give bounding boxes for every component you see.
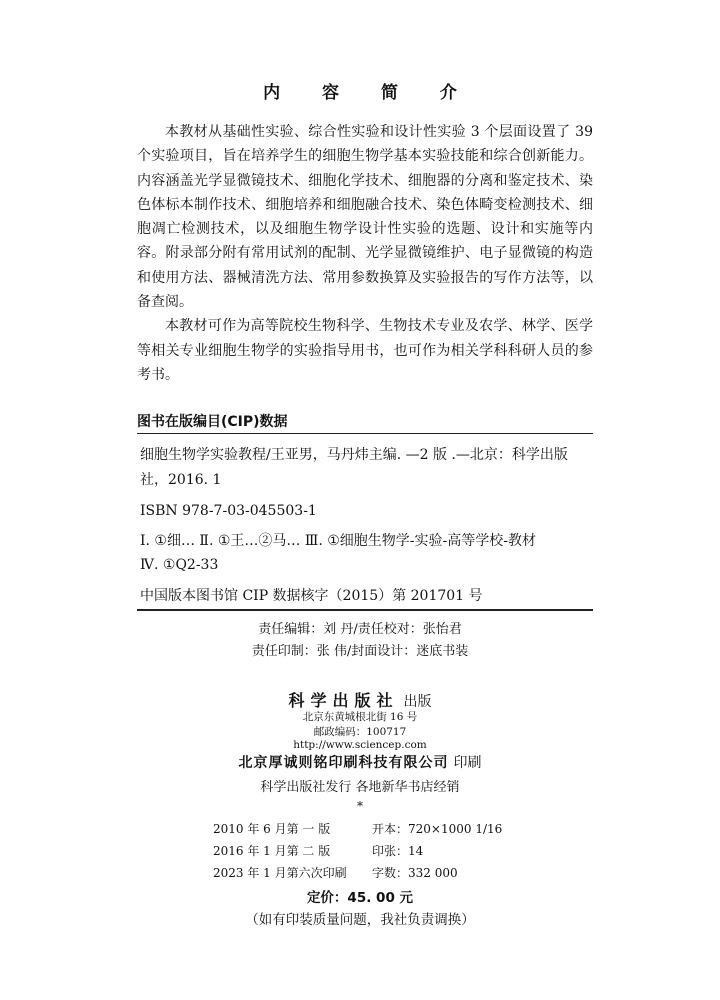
publisher-line bbox=[0, 688, 720, 711]
words-spec: 字数：332 000 bbox=[372, 866, 458, 880]
intro-line: 本教材从基础性实验、综合性实验和设计性实验 3 个层面设置了 39 bbox=[165, 124, 593, 140]
edition-3: 2023 年 1 月第六次印刷 bbox=[213, 866, 347, 880]
printer-name: 北京厚诚则铭印刷科技有限公司 bbox=[238, 755, 449, 771]
sheets-spec: 印张：14 bbox=[372, 844, 424, 858]
cip-class-1: Ⅰ. ①细… Ⅱ. ①王…②马… Ⅲ. ①细胞生物学-实验-高等学校-教材 bbox=[140, 533, 536, 549]
publisher-suffix: 出版 bbox=[403, 694, 432, 710]
format-spec: 开本：720×1000 1/16 bbox=[372, 822, 503, 836]
intro-section bbox=[137, 120, 593, 387]
intro-line: 胞凋亡检测技术，以及细胞生物学设计性实验的选题、设计和实施等内 bbox=[137, 221, 593, 238]
printer-suffix: 印刷 bbox=[453, 755, 482, 771]
intro-line: 备查阅。 bbox=[137, 294, 193, 311]
intro-line: 容。附录部分附有常用试剂的配制、光学显微镜维护、电子显微镜的构造 bbox=[137, 245, 593, 262]
intro-line: 个实验项目，旨在培养学生的细胞生物学基本实验技能和综合创新能力。 bbox=[137, 148, 593, 165]
publisher-url: http://www.sciencep.com bbox=[293, 739, 427, 751]
intro-line: 考书。 bbox=[137, 366, 179, 383]
price: 定价：45. 00 元 bbox=[306, 890, 414, 906]
publisher-postcode: 邮政编码：100717 bbox=[313, 726, 407, 738]
intro-line: 色体标本制作技术、细胞培养和细胞融合技术、染色体畸变检测技术、细 bbox=[137, 196, 593, 213]
credits-line-2: 责任印制：张 伟/封面设计：迷底书装 bbox=[251, 644, 469, 659]
intro-line: 和使用方法、器械清洗方法、常用参数换算及实验报告的写作方法等，以 bbox=[137, 269, 593, 286]
quality-note: （如有印装质量问题，我社负责调换） bbox=[245, 912, 475, 928]
edition-1: 2010 年 6 月第 一 版 bbox=[213, 822, 331, 836]
intro-line: 等相关专业细胞生物学的实验指导用书，也可作为相关学科科研人员的参 bbox=[137, 342, 593, 359]
separator-star: * bbox=[357, 799, 363, 813]
cip-bottom-rule bbox=[137, 609, 593, 611]
printer-line bbox=[0, 752, 720, 772]
cip-line-2: 社，2016. 1 bbox=[140, 472, 222, 488]
edition-2: 2016 年 1 月第 二 版 bbox=[213, 844, 331, 858]
intro-paragraph-2 bbox=[137, 314, 593, 387]
intro-paragraph-1 bbox=[137, 120, 593, 314]
page-title: 内 容 简 介 bbox=[263, 83, 475, 103]
distribution-line: 科学出版社发行 各地新华书店经销 bbox=[260, 780, 460, 795]
cip-header: 图书在版编目(CIP)数据 bbox=[137, 414, 288, 430]
intro-line: 内容涵盖光学显微镜技术、细胞化学技术、细胞器的分离和鉴定技术、染 bbox=[137, 172, 593, 189]
cip-top-rule bbox=[137, 433, 593, 434]
cip-class-2: Ⅳ. ①Q2-33 bbox=[140, 557, 219, 573]
cip-record: 中国版本图书馆 CIP 数据核字（2015）第 201701 号 bbox=[140, 588, 483, 604]
cip-line-1: 细胞生物学实验教程/王亚男，马丹炜主编. —2 版 .—北京：科学出版 bbox=[140, 447, 568, 463]
credits-line-1: 责任编辑：刘 丹/责任校对：张怡君 bbox=[258, 622, 462, 637]
publisher-logo: 科学出版社 bbox=[288, 691, 399, 710]
intro-line: 本教材可作为高等院校生物科学、生物技术专业及农学、林学、医学 bbox=[165, 318, 593, 335]
publisher-address: 北京东黄城根北街 16 号 bbox=[302, 711, 418, 723]
cip-isbn: ISBN 978-7-03-045503-1 bbox=[140, 503, 317, 519]
